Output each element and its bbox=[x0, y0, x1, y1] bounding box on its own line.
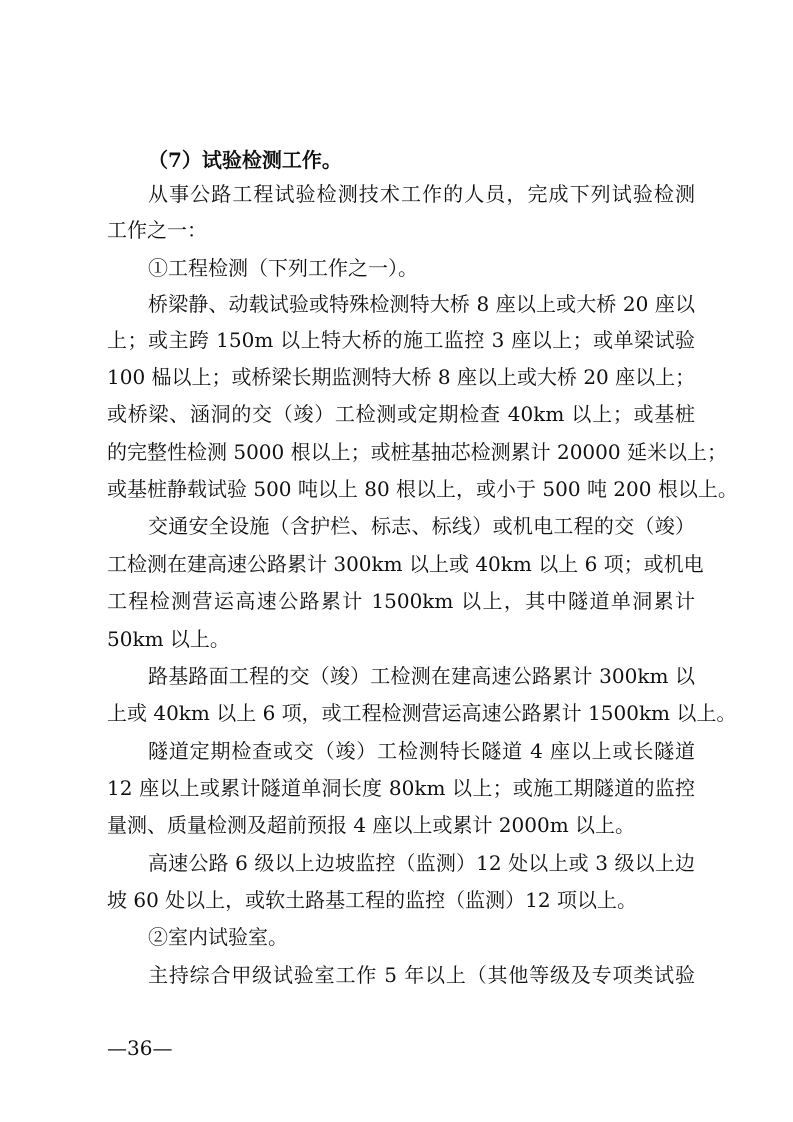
bridge-line: 桥梁静、动载试验或特殊检测特大桥 8 座以上或大桥 20 座以 bbox=[148, 292, 695, 316]
bridge-line: 100 榀以上；或桥梁长期监测特大桥 8 座以上或大桥 20 座以上； bbox=[107, 365, 696, 389]
tunnel-line: 12 座以上或累计隧道单洞长度 80km 以上；或施工期隧道的监控 bbox=[107, 776, 695, 800]
tunnel-line: 量测、质量检测及超前预报 4 座以上或累计 2000m 以上。 bbox=[107, 813, 636, 837]
traffic-line: 工检测在建高速公路累计 300km 以上或 40km 以上 6 项；或机电 bbox=[107, 552, 704, 576]
traffic-line: 工程检测营运高速公路累计 1500km 以上，其中隧道单洞累计 bbox=[107, 589, 695, 613]
section-heading: （7）试验检测工作。 bbox=[148, 148, 342, 172]
roadbed-line: 上或 40km 以上 6 项，或工程检测营运高速公路累计 1500km 以上。 bbox=[107, 701, 737, 725]
slope-line: 坡 60 处以上，或软土路基工程的监控（监测）12 项以上。 bbox=[107, 888, 637, 912]
item1-title: ①工程检测（下列工作之一）。 bbox=[148, 256, 418, 280]
slope-line: 高速公路 6 级以上边坡监控（监测）12 处以上或 3 级以上边 bbox=[148, 851, 695, 875]
bridge-line: 的完整性检测 5000 根以上；或桩基抽芯检测累计 20000 延米以上； bbox=[107, 440, 727, 464]
traffic-line: 交通安全设施（含护栏、标志、标线）或机电工程的交（竣） bbox=[148, 514, 695, 538]
page-number: —36— bbox=[107, 1036, 173, 1060]
roadbed-line: 路基路面工程的交（竣）工检测在建高速公路累计 300km 以 bbox=[148, 664, 695, 688]
bridge-line: 上；或主跨 150m 以上特大桥的施工监控 3 座以上；或单梁试验 bbox=[107, 328, 695, 352]
traffic-line: 50km 以上。 bbox=[107, 627, 230, 651]
bridge-line: 或基桩静载试验 500 吨以上 80 根以上，或小于 500 吨 200 根以上。 bbox=[107, 477, 738, 501]
intro-line: 从事公路工程试验检测技术工作的人员，完成下列试验检测 bbox=[148, 182, 695, 206]
intro-line: 工作之一： bbox=[107, 218, 207, 242]
tunnel-line: 隧道定期检查或交（竣）工检测特长隧道 4 座以上或长隧道 bbox=[148, 739, 695, 763]
item2-title: ②室内试验室。 bbox=[148, 925, 288, 949]
lab-line: 主持综合甲级试验室工作 5 年以上（其他等级及专项类试验 bbox=[148, 963, 695, 987]
bridge-line: 或桥梁、涵洞的交（竣）工检测或定期检查 40km 以上；或基桩 bbox=[107, 402, 695, 426]
